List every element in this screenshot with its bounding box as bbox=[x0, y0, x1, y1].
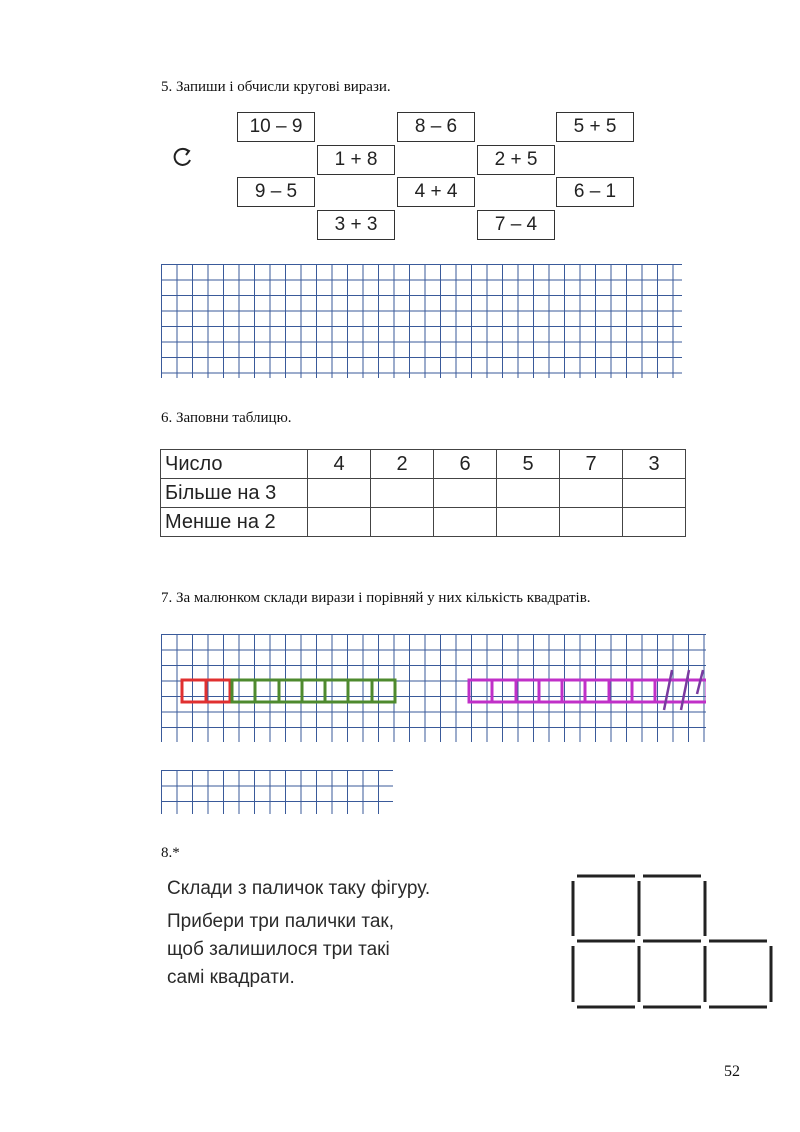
colored-squares-drawing bbox=[161, 634, 706, 742]
expr-box: 2 + 5 bbox=[477, 145, 555, 175]
task5-title: 5. Запиши і обчисли кругові вирази. bbox=[161, 79, 391, 95]
task8-line: Склади з паличок таку фігуру. bbox=[167, 878, 431, 899]
task8-line: щоб залишилося три такі bbox=[167, 939, 390, 960]
expr-box: 3 + 3 bbox=[317, 210, 395, 240]
table-row bbox=[161, 479, 686, 508]
table-cell: 5 bbox=[497, 450, 560, 479]
table-row bbox=[161, 508, 686, 537]
table-cell: 2 bbox=[371, 450, 434, 479]
answer-cell[interactable] bbox=[371, 479, 434, 508]
answer-cell[interactable] bbox=[560, 508, 623, 537]
answer-cell[interactable] bbox=[434, 479, 497, 508]
table-row bbox=[161, 450, 686, 479]
answer-cell[interactable] bbox=[371, 508, 434, 537]
task6-title: 6. Заповни таблицю. bbox=[161, 410, 292, 426]
task8-line: самі квадрати. bbox=[167, 967, 295, 988]
answer-cell[interactable] bbox=[434, 508, 497, 537]
expr-box: 9 – 5 bbox=[237, 177, 315, 207]
task7-title: 7. За малюнком склади вирази і порівняй у них кількість квадратів. bbox=[161, 590, 591, 606]
answer-cell[interactable] bbox=[623, 508, 686, 537]
answer-cell[interactable] bbox=[308, 508, 371, 537]
row-label: Число bbox=[161, 450, 308, 479]
table-cell: 3 bbox=[623, 450, 686, 479]
table-cell: 4 bbox=[308, 450, 371, 479]
matchstick-figure bbox=[566, 872, 778, 1012]
answer-cell[interactable] bbox=[497, 508, 560, 537]
expr-box: 5 + 5 bbox=[556, 112, 634, 142]
circular-arrows-icon bbox=[172, 145, 194, 169]
answer-cell[interactable] bbox=[623, 479, 686, 508]
table-cell: 7 bbox=[560, 450, 623, 479]
answer-cell[interactable] bbox=[308, 479, 371, 508]
page-number: 52 bbox=[724, 1063, 740, 1080]
expr-box: 1 + 8 bbox=[317, 145, 395, 175]
table-cell: 6 bbox=[434, 450, 497, 479]
row-label: Менше на 2 bbox=[161, 508, 308, 537]
expr-box: 10 – 9 bbox=[237, 112, 315, 142]
expr-box: 4 + 4 bbox=[397, 177, 475, 207]
answer-cell[interactable] bbox=[497, 479, 560, 508]
expr-box: 8 – 6 bbox=[397, 112, 475, 142]
writing-grid-task7[interactable] bbox=[161, 770, 393, 814]
expr-box: 7 – 4 bbox=[477, 210, 555, 240]
writing-grid-task5[interactable] bbox=[161, 264, 682, 378]
task8-line: Прибери три палички так, bbox=[167, 911, 394, 932]
task8-title: 8.* bbox=[161, 845, 180, 861]
answer-cell[interactable] bbox=[560, 479, 623, 508]
expr-box: 6 – 1 bbox=[556, 177, 634, 207]
fill-table bbox=[160, 449, 686, 537]
row-label: Більше на 3 bbox=[161, 479, 308, 508]
